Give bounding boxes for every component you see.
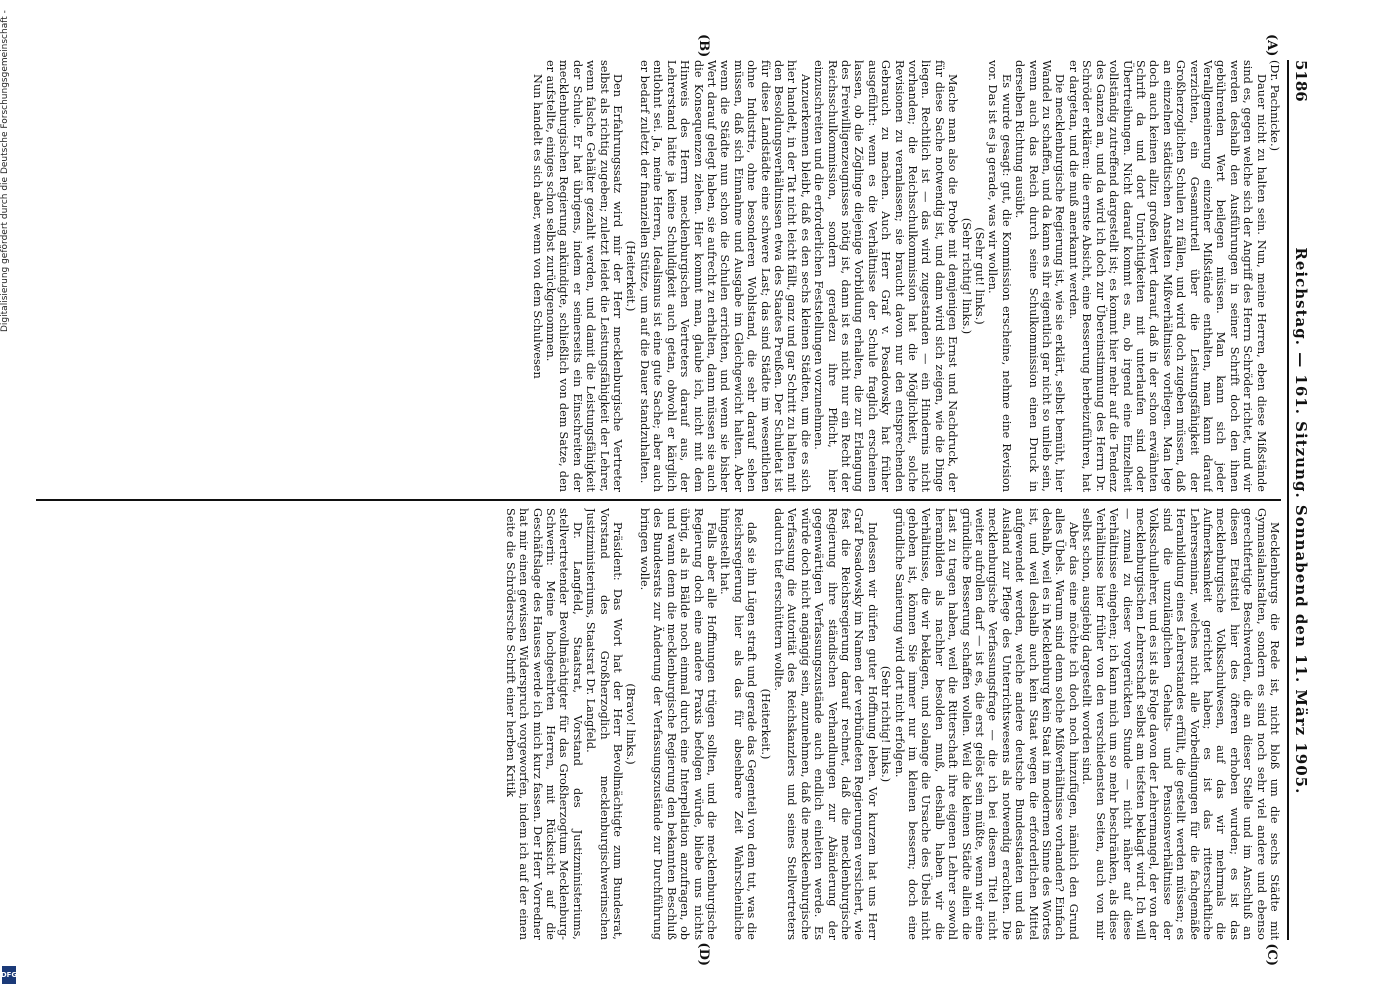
- paragraph: (Sehr gut! links.): [973, 227, 987, 325]
- paragraph: Nun handelt es sich aber, wenn von dem Schulwesen: [530, 74, 544, 379]
- margin-letter-a: (A): [1264, 34, 1279, 57]
- page-header: [1287, 60, 1310, 940]
- column-divider: [36, 499, 1281, 501]
- paragraph: (Heiterkeit.): [624, 240, 638, 312]
- paragraph: Präsident: Das Wort hat der Herr Bevollmächtigte zum Bundesrat, Vorstand des Großherzoglich mecklenburgischwerinschen Justizministeriums, Staatsrat Dr. Langfeld.: [584, 508, 625, 940]
- right-column: [36, 508, 1281, 940]
- paragraph: Aber das eine möchte ich doch noch hinzufügen, nämlich den Grund alles Übels. Warum sind denn solche Mißverhältnisse vorhanden? Einfach deshalb, weil es in Mecklenburg kein Staat im modernen Sinne des Wortes ist, und weil deshalb auch kein Staat wegen die erforderlichen Mittel aufgewendet werden, welche andere deutsche Bundesstaaten und das Ausland zur Pflege des Unterrichtswesens als notwendig erachten. Die mecklenburgische Verfassungsfrage — die ich bei diesem Titel nicht weiter aufrollen darf — ist es, die erst gelöst sein müßte, wenn wir eine gründliche Besserung schaffen wollen. Weil die kleinen Städte allein die Last zu tragen haben, weil die Ritterschaft ihre eigenen Lehrer sowohl heranbilden als nachher besolden muß, deshalb haben wir die Verhältnisse, die wir beklagen, und solange die Ursache des Übels nicht gehoben ist, können Sie immer nur im kleinen bessern; doch eine gründliche Sanierung wird dort nicht erfolgen.: [892, 508, 1080, 940]
- paragraph: Die mecklenburgische Regierung ist, wie sie erklärt, selbst bemüht, hier Wandel zu schaffen, und da kann es ihr eigentlich gar nicht so unlieb sein, wenn auch das Reich durch seine Schulkommission einen Druck in derselben Richtung ausübt.: [1013, 60, 1067, 492]
- page-number: 5186: [1292, 60, 1310, 102]
- paragraph: (Sehr richtig! links.): [879, 665, 893, 783]
- paragraph: (Bravo! links.): [624, 683, 638, 765]
- footer-text: Digitalisierung gefördert durch die Deutsche Forschungsgemeinschaft -: [0, 10, 10, 332]
- paragraph: Indessen wir dürfen guter Hoffnung leben. Vor kurzem hat uns Herr Graf Posadowsky im Namen der verbündeten Regierungen versichert, wie fest die Reichsregierung darauf rechnet, daß die mecklenburgische Regierung ihre ständischen Verhandlungen zur Abänderung der gegenwärtigen Verfassungszustände auch endlich einleiten werde. Es würde doch nicht angängig sein, anzunehmen, daß die meckleenburgische Verfassung die Autorität des Reichskanzlers und seines Stellvertreters dadurch tief erschüttern wollte.: [771, 508, 879, 940]
- paragraph: Mecklenburgs die Rede ist, nicht bloß um die sechs Städte mit Gymnasialanstalten, sondern es sind noch sehr viel andere und ebenso gerechtfertigte Beschwerden, die an dieser Stelle und im Anschluß an diesen Etatstitel hier des öfteren erhoben wurden; es ist das mecklenburgische Volksschulwesen, auf das wir mehrmals die Aufmerksamkeit gerichtet haben; es ist das ritterschaftliche Lehrerseminar, welches nicht alle Vorbedingungen für die fachgemäße Heranbildung eines Lehrerstandes erfüllt, die gestellt werden müssen; es sind die unzulänglichen Gehalts- und Pensionsverhältnisse der Volksschullehrer, und es ist als Folge davon der Lehrermangel, der von der mecklenburgischen Lehrerschaft selbst am tiefsten beklagt wird. Ich will — zumal zu dieser vorgerückten Stunde — nicht näher auf diese Verhältnisse eingehen; ich kann mich um so mehr beschränken, als diese Verhältnisse hier früher von den verschiedensten Seiten, auch von mir selbst schon, ausgiebig dargestellt worden sind.: [1080, 508, 1281, 940]
- page-title: Reichstag. — 161. Sitzung. Sonnabend den 11. März 1905.: [1292, 247, 1310, 795]
- paragraph: Dauer nicht zu halten sein. Nun, meine Herren, eben diese Mißstände sind es, gegen welche sich der Angriff des Herrn Schröder richtet, und wir werden deshalb den Ausführungen in seiner Schrift doch den ihnen gebührenden Wert beilegen müssen. Man kann sich jeder Verallgemeinerung einzelner Mißstände enthalten, man kann darauf verzichten, ein Gesamturteil über die Leistungsfähigkeit der Großherzoglichen Schulen zu fällen, und wird doch zugeben müssen, daß an einzelnen städtischen Anstalten Mißverhältnisse vorliegen. Man lege doch auch keinen allzu großen Wert darauf, daß in der schon erwähnten Schrift da und dort Unrichtigkeiten mit unterlaufen sind oder Übertreibungen. Nicht darauf kommt es an, ob irgend eine Einzelheit vollständig zutreffend dargestellt ist; es kommt hier mehr auf die Tendenz des Ganzen an, und da wird ich doch zur Übereinstimmung des Herrn Dr. Schröder erklären: die ernste Absicht, eine Besserung herbeizuführen, hat er dargetan, und die muß anerkannt werden.: [1066, 60, 1268, 492]
- paragraph: (Sehr richtig! links.): [959, 217, 973, 335]
- paragraph: Falls aber alle Hoffnungen trügen sollten, und die mecklenburgische Regierung doch eine andere Praxis befolgen würde, bliebe uns nichts übrig, als in Bälde noch einmal durch eine Interpellation anzufragen, ob und wann denn die mecklenburgische Regierung den bekannten Beschluß des Bundesrats zur Änderung der Verfassungszustände zur Durchführung bringen wolle.: [637, 508, 718, 940]
- paragraph: Den Erfahrungssatz wird mir der Herr mecklenburgische Vertreter selbst als richtig zugeben; zuletzt leidet die Leistungsfähigkeit der Lehrer, wenn falsche Gehälter gezahlt werden, und damit die Leistungsfähigkeit der Schule. Er hat übrigens, indem er seinerseits ein Einschreiten der mecklenburgischen Regierung ankündigte, schließlich von dem Satze, den er aufstellte, einiges schon selbst zurückgenommen.: [544, 60, 625, 492]
- paragraph: Dr. Langfeld, Staatsrat, Vorstand des Justizministeriums, stellvertretender Bevollmächtigter für das Großherzogtum Mecklenburg-Schwerin: Meine hochgeehrten Herren, mit Rücksicht auf die Geschäftslage des Hauses werde ich mich kurz fassen. Der Herr Vorredner hat mir einen gewissen Widerspruch vorgeworfen, indem ich auf der einen Seite die Schrödersche Schrift einer herben Kritik: [503, 508, 584, 940]
- paragraph: Mache man also die Probe mit demjenigen Ernst und Nachdruck, der für diese Sache notwendig ist, und dann wird sich zeigen, wie die Dinge liegen. Rechtlich ist — das wird zugestanden — ein Hindernis nicht vorhanden; die Reichsschulkommission hat die Möglichkeit, solche Revisionen zu veranlassen; sie braucht davon nur den entsprechenden Gebrauch zu machen. Auch Herr Graf v. Posadowsky hat früher ausgeführt: wenn es die Verhältnisse der Schule fraglich erscheinen lassen, ob die Zöglinge diejenige Vorbildung erhalten, die zur Erlangung des Freiwilligenzeugnisses nötig ist, dann ist es nicht nur ein Recht der Reichsschulkommission, sondern geradezu ihre Pflicht, hier einzuschreiten und die erforderlichen Feststellungen vorzunehmen.: [812, 60, 960, 492]
- margin-letter-c: (C): [1264, 943, 1279, 966]
- paragraph: (Dr. Pachnicke.): [1268, 60, 1281, 151]
- paragraph: daß sie ihn Lügen straft und gerade das Gegenteil von dem tut, was die Reichsregierung hier als das für absehbare Zeit Wahrscheinliche hingestellt hat.: [718, 508, 759, 940]
- paragraph: Anzuerkennen bleibt, daß es den sechs kleinen Städten, um die es sich hier handelt, in der Tat nicht leicht fällt, ganz und gar Schritt zu halten mit den Besoldungsverhältnissen etwa des Staates Preußen. Der Schuletat ist für diese Landstädte eine schwere Last; das sind Städte im wesentlichen ohne Industrie, ohne besonderen Wohlstand, die sehr darauf sehen müssen, daß sich Einnahme und Ausgabe im Gleichgewicht halten. Aber wenn die Städte nun schon die Schulen errichten, und wenn sie bisher Wert darauf gelegt haben, sie aufrecht zu erhalten, dann müssen sie auch die Konsequenzen ziehen. Hier kommt man, glaube ich, nicht mit dem Hinweis des Herrn mecklenburgischen Vertreters darauf aus, der Lehrerstand hätte ja keine Schuldigkeit auch getan, obwohl er kärglich entlohnt sei. Ja, meine Herren, Idealismus ist eine gute Sache; aber auch er bedarf zuletzt der finanziellen Stütze, um auf die Dauer standzuhalten.: [637, 60, 812, 492]
- margin-letter-d: (D): [696, 942, 711, 966]
- paragraph: Es wurde gesagt: gut, die Kommission erscheine, nehme eine Revision vor. Das ist es ja gerade, was wir wollen.: [986, 60, 1013, 492]
- text-columns: [36, 34, 1281, 966]
- left-column: [36, 60, 1281, 492]
- footer-credit: [0, 10, 20, 990]
- dfg-logo: DFG: [2, 966, 16, 984]
- margin-letter-b: (B): [696, 34, 711, 58]
- paragraph: (Heiterkeit.): [758, 688, 772, 760]
